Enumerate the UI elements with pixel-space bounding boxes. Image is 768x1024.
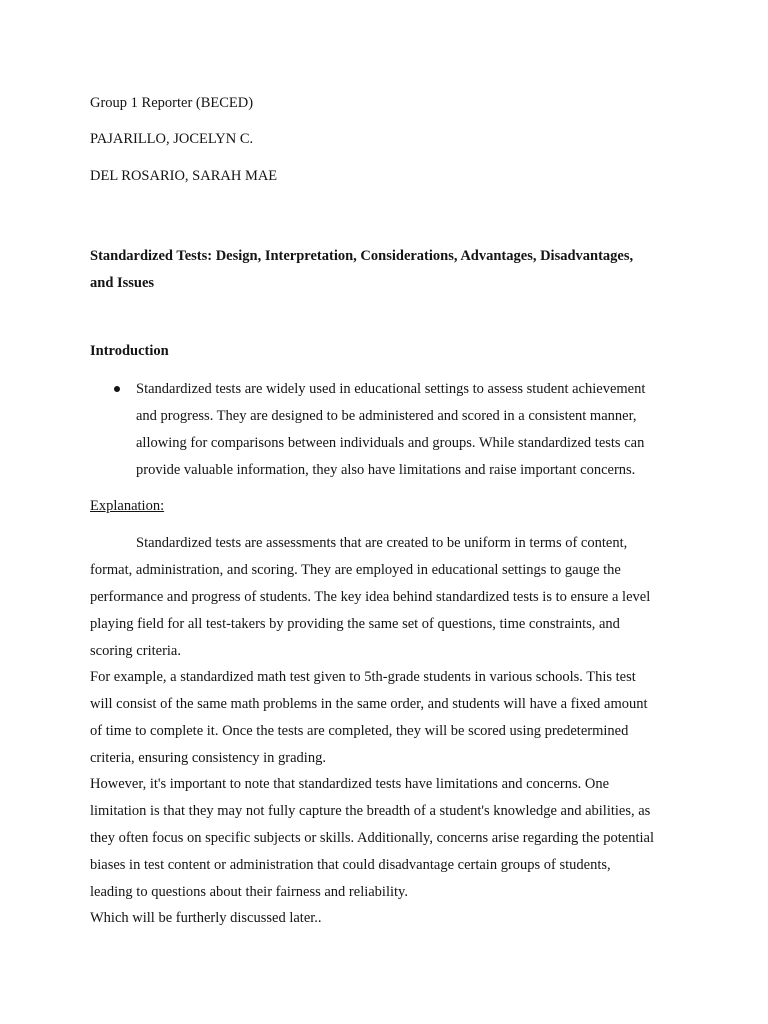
- bullet-icon: [114, 386, 120, 392]
- explanation-paragraph: For example, a standardized math test given to 5th-grade students in various schools. This test will consist of the same math problems in the same order, and students will have a fixed amount of time to complete it. Once the tests are completed, they will be scored using predetermined criteria, ensuring consistency in grading.: [90, 669, 648, 766]
- explanation-paragraph: However, it's important to note that standardized tests have limitations and concerns. One limitation is that they may not fully capture the breadth of a student's knowledge and abilities, as they often focus on specific subjects or skills. Additionally, concerns arise regarding the potential biases in test content or administration that could disadvantage certain groups of students, leading to questions about their fairness and reliability.: [90, 776, 655, 900]
- explanation-paragraph: Standardized tests are assessments that are created to be uniform in terms of content, format, administration, and scoring. They are employed in educational settings to gauge the performance and progress of students. The key idea behind standardized tests is to ensure a level playing field for all test-takers by providing the same set of questions, time constraints, and scoring criteria.: [90, 535, 651, 659]
- introduction-heading: Introduction: [90, 343, 169, 359]
- reporter-name-2: DEL ROSARIO, SARAH MAE: [90, 168, 278, 184]
- document-title: Standardized Tests: Design, Interpretation, Considerations, Advantages, Disadvantages, and Issues: [90, 248, 634, 291]
- introduction-bullet-text: Standardized tests are widely used in educational settings to assess student achievement and progress. They are designed to be administered and scored in a consistent manner, allowing for comparisons between individuals and groups. While standardized tests can provide valuable information, they also have limitations and raise important concerns.: [136, 381, 646, 478]
- explanation-paragraph: Which will be furtherly discussed later..: [90, 910, 322, 926]
- explanation-label: Explanation:: [90, 498, 165, 514]
- reporter-name-1: PAJARILLO, JOCELYN C.: [90, 131, 254, 147]
- group-reporter-line: Group 1 Reporter (BECED): [90, 95, 254, 111]
